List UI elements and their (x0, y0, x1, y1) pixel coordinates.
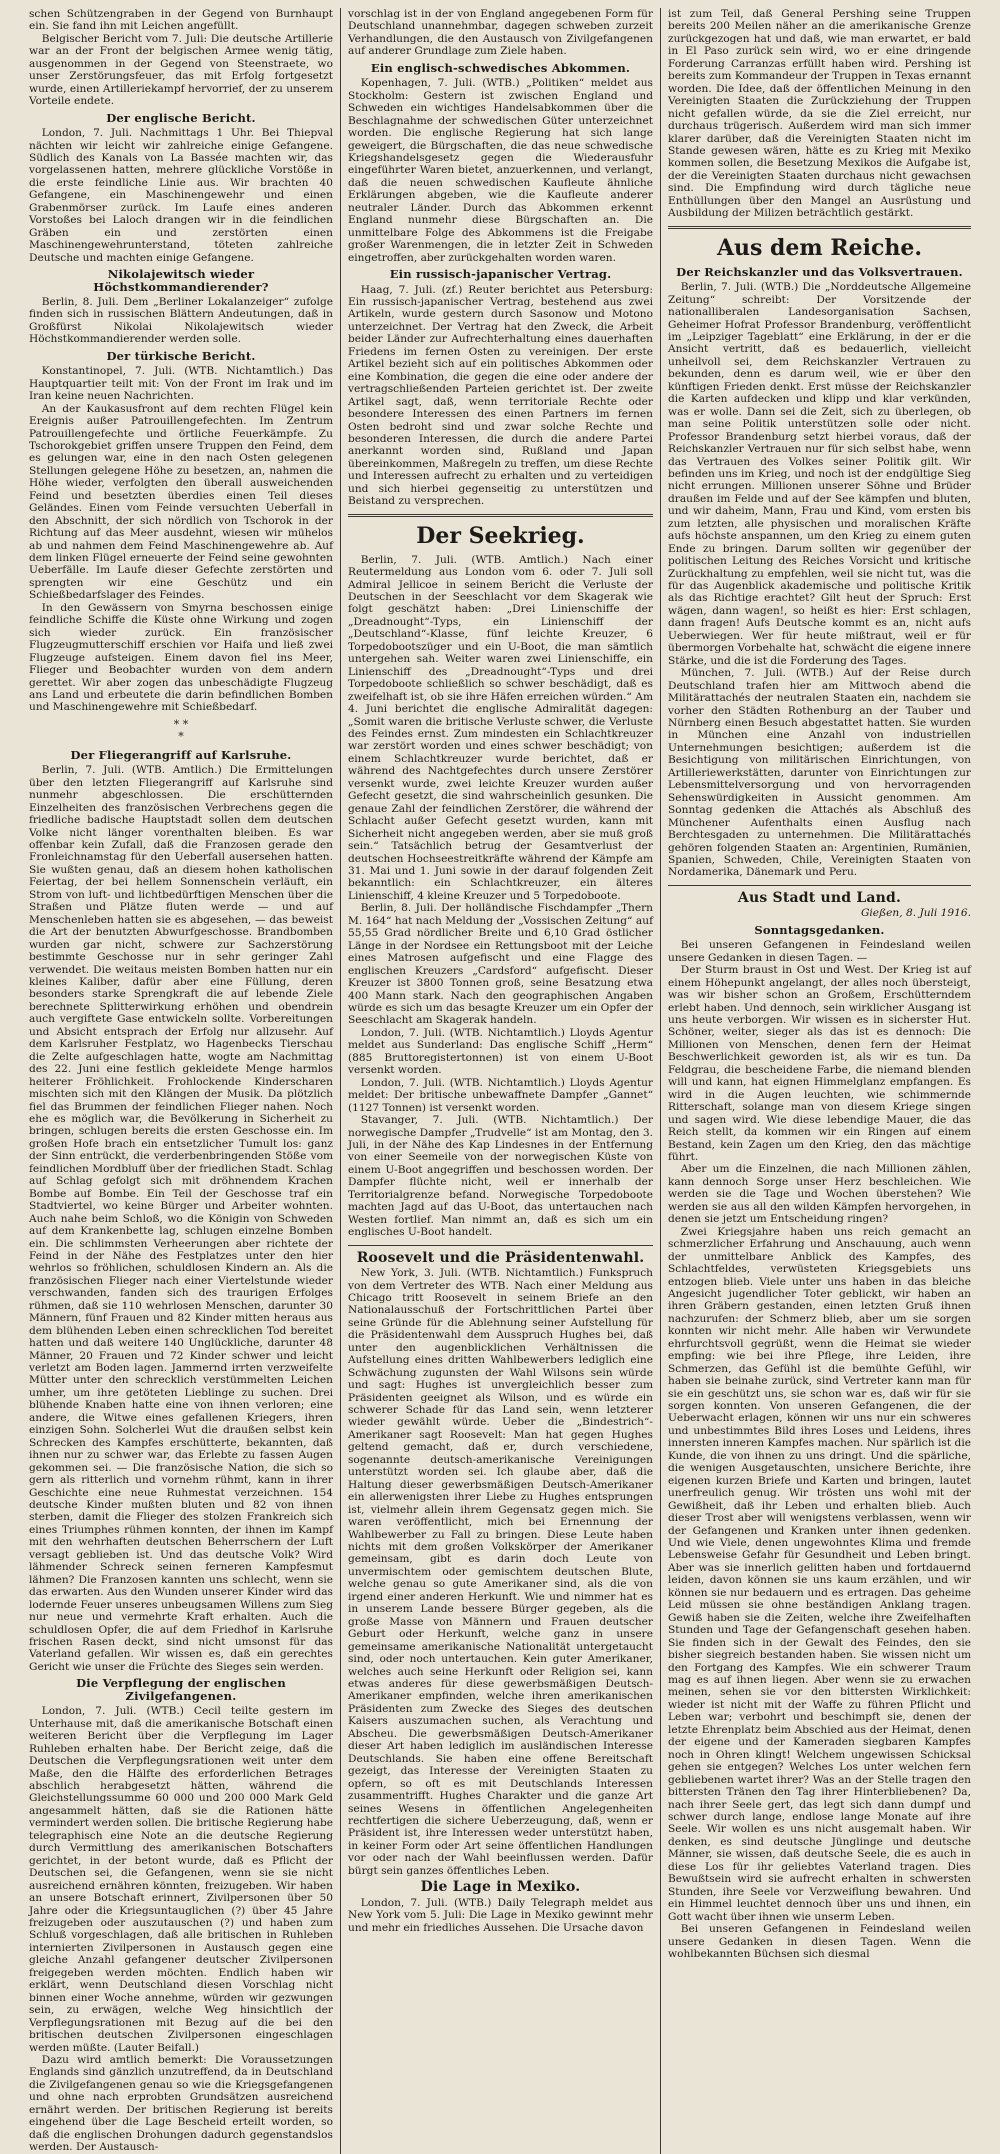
headline-naval-war: Der Seekrieg. (416, 522, 585, 549)
headline-nikolajewitsch: Nikolajewitsch wieder Höchstkommandierender? (93, 267, 269, 294)
headline-karlsruhe-air-raid: Der Fliegerangriff auf Karlsruhe. (70, 747, 292, 762)
article-paragraph: Berlin, 7. Juli. (WTB. Amtlich.) Die Ermittelungen über den letzten Fliegerangriff auf Karlsruhe sind nunmehr abgeschlossen. Die erschütternden Einzelheiten des französischen Verbrechens gegen die friedliche badische Hauptstadt sollen dem deutschen Volke nicht länger vorenthalten bleiben. Es war offenbar kein Zufall, daß die Franzosen gerade den Fronleichnamstag für den Ueberfall ausersehen hatten. Sie wußten genau, daß an diesem hohen katholischen Feiertag, der bei hellem Sonnenschein verläuft, ein Strom von luft- und lichtbedürftigen Menschen über die Straßen und Plätze fluten werde — und auf Menschenleben hatten sie es abgesehen, — das beweist die Art der benutzten Abwurfgeschosse. Brandbomben wurden gar nicht, schwere zur Sachzerstörung bestimmte Geschosse nur in sehr geringer Zahl verwendet. Die weitaus meisten Bomben hatten nur ein kleines Kaliber, dafür aber eine Füllung, deren besonders starke Sprengkraft die auf lebende Ziele berechnete Splitterwirkung erhöhen und obendrein auch vergiftete Gase entwickeln sollte. Vorbereitungen und Absicht entsprach der Erfolg nur allzusehr. Auf dem Karlsruher Festplatz, wo Hagenbecks Tierschau die Zelte aufgeschlagen hatte, wogte am Nachmittag des 22. Juni eine festlich gekleidete Menge harmlos heiterer Fröhlichkeit. Frohlockende Kinderscharen mischten sich mit den Klängen der Musik. Da plötzlich fiel das Brummen der feindlichen Flieger nahen. Noch ehe es möglich war, die Bevölkerung in Sicherheit zu bringen, schlugen bereits die ersten Geschosse ein. Im großen Hofe brach ein entsetzlicher Tumult los: ganz der Sinn entrückt, die verderbenbringenden Stöße vom feindlichen Mordbluff über der friedlichen Stadt. Schlag auf Schlag gefolgt sich mit dröhnendem Krachen Bombe auf Bombe. Ein Teil der Geschosse traf ein Stadtviertel, wo keine Bürger und Arbeiter wohnten. Auch nahe beim Schloß, wo die Königin von Schweden auf dem Krankenbette lag, schlugen einzelne Bomben ein. Die schlimmsten Verheerungen aber richtete der Feind in der Nähe des Festplatzes unter den hier wehrlos so fröhlichen, schuldlosen Kindern an. Als die französischen Flieger nach einer Viertelstunde wieder verschwanden, fanden sich des traurigen Erfolges rühmen, daß sie 110 wehrlosen Menschen, darunter 30 Männern, fünf Frauen und 82 Kinder mitten heraus aus dem blühenden Leben einen schrecklichen Tod bereitet hatten und daß weitere 140 Unglückliche, darunter 48 Männer, 20 Frauen und 72 Kinder schwer und leicht verletzt am Boden lagen. Jammernd irrten verzweifelte Mütter unter den schrecklich verstümmelten Leichen umher, um ihre getöteten Lieblinge zu suchen. Drei blühende Knaben hatte eine von ihnen verloren; eine andere, die Witwe eines gefallenen Kriegers, ihren einzigen Sohn. Solcherlei Wut die draußen selbst kein Schrecken des Kampfes erschütterte, bekannten, daß ihnen nur zu schwer war, das Erlebte zu fassen Augen gekommen sei. — Die französische Nation, die sich so gern als ritterlich und vornehm rühmt, kann in ihrer Geschichte eine neue Ruhmestat verzeichnen. 154 deutsche Kinder mußten bluten und 82 von ihnen sterben, damit die Flieger des stolzen Frankreich sich eines Triumphes rühmen konnten, der ihnen im Kampf mit den wehrhaften deutschen Beherrschern der Luft versagt geblieben ist. Und das deutsche Volk? Wird lähmender Schreck seinen ferneren Kampfesmut lähmen? Die Franzosen kannten uns schlecht, wenn sie das erwarten. Aus den Wunden unserer Kinder wird das lodernde Feuer unseres unbeugsamen Willens zum Sieg nur neue und vermehrte Kraft erhalten. Auch die schuldlosen Opfer, die auf dem Friedhof in Karlsruhe frischen Rasen deckt, sind nicht umsonst für das Vaterland gefallen. Wir wissen es, daß ein gerechtes Gericht wie unser die Früchte des Sieges sein werden. (29, 764, 333, 1673)
article-paragraph: An der Kaukasusfront auf dem rechten Flügel kein Ereignis außer Patrouillengefechten. Im Zentrum Patrouillengefechte und örtliche Feuerkämpfe. Zu Tschorokgebiet griffen unsere Truppen den Feind, dem es gelungen war, eine in den nach Osten gelegenen Stellungen gelegene Höhe zu besetzen, an, nahmen die Höhe wieder, verfolgten den überall ausweichenden Feind und besetzten überdies einen Teil dieses Geländes. Einen vom Feinde versuchten Ueberfall in den Abschnitt, der sich nördlich von Tschorok in der Richtung auf das Meer ausdehnt, wiesen wir mühelos ab und nahmen dem Feind Maschinengewehre ab. Auf dem linken Flügel erneuerte der Feind seine gewohnten Ueberfälle. Im Laufe dieser Gefechte zerstörten und sprengten wir eine Geschütz und ein Schießbedarfslager des Feindes. (29, 402, 333, 602)
headline-anglo-swedish-agreement: Ein englisch-schwedisches Abkommen. (370, 60, 631, 75)
article-paragraph: London, 7. Juli. (WTB.) Daily Telegraph meldet aus New York vom 5. Juli: Die Lage in Mexiko gewinnt mehr und mehr ein friedliches Aussehen. Die Ursache davon (348, 1896, 653, 1934)
column-right (660, 8, 978, 2154)
headline-sunday-thoughts: Sonntagsgedanken. (754, 922, 885, 937)
article-paragraph: Kopenhagen, 7. Juli. (WTB.) „Politiken“ meldet aus Stockholm: Gestern ist zwischen England und Schweden ein wichtiges Handelsabkommen über die Beschlagnahme der schwedischen Güter unterzeichnet worden. Die englische Regierung hat sich lange geweigert, die Bürgschaften, die das neue schwedische Kriegshandelsgesetz gegen die Wiederausfuhr eingeführter Waren bietet, anzuerkennen, und verlangt, daß die neuen schwedischen Kaufleute ähnliche Erklärungen abgeben, wie die Kaufleute anderer neutraler Länder. Durch das Abkommen erkennt England nunmehr diese Bürgschaften an. Die unmittelbare Folge des Abkommens ist die Freigabe großer Warenmengen, die in letzter Zeit in Schweden eingetroffen, aber zurückgehalten worden waren. (348, 77, 653, 264)
article-paragraph: Berlin, 8. Juli. Der holländische Fischdampfer „Thern M. 164“ hat nach Meldung der „Vossischen Zeitung“ auf 55,55 Grad nördlicher Breite und 6,10 Grad östlicher Länge in der Nordsee ein Rettungsboot mit der Leiche eines Matrosen aufgefischt und eine Flagge des englischen Kreuzers „Cardsford“ aufgefischt. Dieser Kreuzer ist 3800 Tonnen groß, seine Besatzung etwa 400 Mann stark. Nach den geographischen Angaben würde es sich um das besagte Kreuzer um ein Opfer der Seeschlacht am Skagerak handeln. (348, 902, 653, 1027)
section-divider (348, 1245, 653, 1246)
article-paragraph: Zwei Kriegsjahre haben uns reich gemacht an schmerzlicher Erfahrung und Anschauung, auch wenn der unmittelbare Anblick des Kampfes, des Schlachtfeldes, verwüsteten Kriegsgebiets uns entzogen blieb. Viele unter uns haben in das bleiche Angesicht jugendlicher Toter geblickt, wir haben an ihren Gräbern gestanden, einen letzten Gruß ihnen nachzurufen: der Schmerz blieb, aber um sie sorgen konnten wir nicht mehr. Alle haben wir Verwundete ehrfurchtsvoll gegrüßt, wenn die Heimat sie wieder empfing: wie bei ihre Pflege, ihre Leiden, ihre Schmerzen, das Gefühl ist die bemühte Gefühl, wir haben sie beinahe zurück, sind Vertreter kann man für sie ein geschützt uns, sie schon war es, daß wir für sie sorgen konnten. Von unseren Gefangenen, die der Ueberwacht erlagen, können wir uns nur ein schweres und unbestimmtes Bild ihres Loses und Leidens, ihres innersten inneren Kampfes machen. Nur spärlich ist die Kunde, die von ihnen zu uns dringt. Und die spärliche, die wenigen Ausgetauschten, unsichere Berichte, ihre eigenen kurzen Briefe und Karten und bringen, lautet unerfreulich genug. Wir trösten uns wohl mit der Gewißheit, daß ihr Leben und erhalten blieb. Auch dieser Trost aber will wenigstens verblassen, wenn wir der Gefangenen und Kranken unter ihnen gedenken. Und wie Viele, denen ungewohntes Klima und fremde Lebensweise Gefahr für Gesundheit und Leben bringt. Aber was sie innerlich gelitten haben und fortdauernd leiden, davon können sie uns kaum erzählen, und wir können sie nur bedauern und es ertragen. Das geheime Leid müssen sie ohne beständigen Anklang tragen. Gewiß haben sie die Zeiten, welche ihre Zweifelhaften Stunden und Tage der Gefangenschaft gesehen haben. Sie finden sich in der Gewalt des Feindes, den sie bisher siegreich bestanden haben. Sie wissen nicht um den Fortgang des Kampfes. Wie ein schwerer Traum mag es auf ihnen liegen. Aber wenn sie zu erwachen meinen, sehen sie vor den bittersten Wirklichkeit: wieder ist nicht mit der Waffe zu führen Pflicht und Leben war; verbohrt und beschimpft sie, denen der letzte Ehrenplatz beim Abschied aus der Heimat, denen der eigene und der Kameraden siegbaren Kampfes noch in Ohren klingt! Welchem ungewissen Schicksal gehen sie entgegen? Welches Los unter welchen fern gebliebenen wartet ihrer? Was an der Stelle tragen den bittersten Tränen den Tag ihrer Hinterbliebenen? Da, nach ihrer Seele gert, das legt sich dann dumpf und schwer durch lange, endlose lange Monate auf ihre Seele. Wir wollen es uns nicht ausgemalt haben. Wir denken, es sind deutsche Jünglinge und deutsche Männer, sie wissen, daß deutsche Seele, die es auch in diese Los für ihr geliebtes Vaterland tragen. Dies Bewußtsein wird sie aufrecht erhalten in schwersten Stunden, ihre Seele vor Verzweiflung bewahren. Und ein Himmel leuchtet dennoch über uns und ihnen, ein Gott wacht über ihnen wie unserm Leben. (668, 1225, 971, 1923)
headline-russo-japanese-treaty: Ein russisch-japanischer Vertrag. (389, 267, 612, 282)
article-paragraph: London, 7. Juli. (WTB. Nichtamtlich.) Lloyds Agentur meldet: Der britische unbewaffnete Dampfer „Gannet“ (1127 Tonnen) ist versenkt worden. (348, 1076, 653, 1114)
headline-chancellor-trust: Der Reichskanzler und das Volksvertrauen. (676, 264, 963, 279)
asterism-divider: * * * (173, 717, 189, 744)
dateline: Gießen, 8. Juli 1916. (860, 907, 971, 920)
article-paragraph: ist zum Teil, daß General Pershing seine Truppen bereits 200 Meilen näher an die amerikanische Grenze zurückgezogen hat und daß, wie man erwartet, er bald in El Paso zurück sein wird, wo er eine dringende Forderung Carranzas erfüllt haben wird. Pershing ist bereits zum Kommandeur der Truppen in Texas ernannt worden. Die Idee, daß der öffentlichen Meinung in den Vereinigten Staaten die Zurückziehung der Truppen nicht gefallen würde, da sie die Ziel erreicht, nur durchaus trügerisch. Außerdem wird man sich immer klarer darüber, daß die Vereinigten Staaten nicht im Stande gewesen wären, hätte es zu Krieg mit Mexiko kommen sollen, die Besetzung Mexikos die Aufgabe ist, der die Vereinigten Staaten durchaus nicht gewachsen sind. Die Empfindung wird durch tägliche neue Enthüllungen über den Mangel an Ausrüstung und Ausbildung der Milizen beträchtlich gestärkt. (668, 8, 971, 220)
article-paragraph: London, 7. Juli. (WTB. Nichtamtlich.) Lloyds Agentur meldet aus Sunderland: Das englische Schiff „Herm“ (885 Bruttoregistertonnen) ist von einem U-Boot versenkt worden. (348, 1026, 653, 1077)
article-paragraph: Belgischer Bericht vom 7. Juli: Die deutsche Artillerie war an der Front der belgischen Armee wenig tätig, ausgenommen in der Gegend von Steenstraete, wo unser Zerstörungsfeuer, das mit Erfolg fortgesetzt wurde, einen Artilleriekampf hervorrief, der zu unserem Vorteile endete. (29, 32, 333, 108)
article-paragraph: schen Schützengraben in der Gegend von Burnhaupt ein. Sie fand ihn mit Leichen angefüllt. (29, 8, 333, 33)
article-paragraph: München, 7. Juli. (WTB.) Auf der Reise durch Deutschland trafen hier am Mittwoch abend die Militärattachés der neutralen Staaten ein, nachdem sie vorher den Städten Rothenburg an der Tauber und Nürnberg einen Besuch abgestattet hatten. Sie wurden in München eine Anzahl von industriellen Unternehmungen besichtigen; außerdem ist die Besichtigung von militärischen Einrichtungen, von Artilleriewerkstätten, darunter von Einrichtungen zur Lebensmittelversorgung und von hervorragenden Sehenswürdigkeiten in Aussicht genommen. Am Sonntag gedenken die Attachés als Abschluß des Münchener Aufenthalts einen Ausflug nach Berchtesgaden zu unternehmen. Die Militärattachés gehören folgenden Staaten an: Argentinien, Rumänien, Spanien, Schweden, Chile, Vereinigten Staaten von Nordamerika, Dänemark und Peru. (668, 667, 971, 879)
article-paragraph: Der Sturm braust in Ost und West. Der Krieg ist auf einem Höhepunkt angelangt, der alles noch übersteigt, was wir bisher schon an Großem, Erschütterndem erlebt haben. Und dennoch, sein wirklicher Ausgang ist uns heute verborgen. Wir wissen es in sicherster Hut. Schöner, weiter, sieger als das ist es dennoch: Die Millionen von Menschen, denen fern der Heimat Beschwerlichkeit geworden ist, als wir es tun. Da Feldgrau, die bescheidene Farbe, die niemand blenden will und kann, hat eignen Himmelglanz empfangen. Es wird in die Augen leuchten, wie schimmernde Ritterschaft, solange man von diesem Kriege singen und sagen wird. Wie diese lebendige Mauer, die das Reich stellt, da kommen wir ein Ringen auf einem Bestand, kein Zagen um den Krieg, den das mächtige führt. (668, 964, 971, 1163)
article-paragraph: London, 7. Juli. (WTB.) Cecil teilte gestern im Unterhause mit, daß die amerikanische Botschaft einen weiteren Bericht über die Verpflegung im Lager Ruhleben erhalten habe. Der Bericht zeige, daß die Deutschen die Verpflegungsrationen weit unter dem Maße, den die Hälfte des erforderlichen Betrages abschlich herabgesetzt hätten, während die Gleichstellungssumme 60 000 und 200 000 Mark Geld angesammelt hätten, daß sie die Rationen hätte vermindert werden sollen. Die britische Regierung habe telegraphisch eine Note an die deutsche Regierung durch Vermittlung des amerikanischen Botschafters gerichtet, in der betont wurde, daß es Pflicht der Deutschen sei, die Gefangenen, wenn sie sie nicht ausreichend ernähren könnten, freizugeben. Wir haben an unsere Botschaft erinnert, Zivilpersonen über 50 Jahre oder die Kriegsuntauglichen (?) über 45 Jahre freizugeben oder auszutauschen (?) und haben zum Schluß vorgeschlagen, daß alle britischen in Ruhleben internierten Zivilpersonen in Austausch gegen eine gleiche Anzahl gefangener deutscher Zivilpersonen freigegeben werden möchten. Endlich haben wir erklärt, wenn Deutschland diesen Vorschlag nicht binnen einer Woche annehme, würden wir gezwungen sein, zu erwägen, welche Weg hinsichtlich der Verpflegungsrationen mit Bezug auf die bei den britischen deutschen Zivilpersonen eingeschlagen werden müßte. (Lauter Beifall.) (29, 1705, 333, 2054)
headline-turkish-report: Der türkische Bericht. (106, 348, 256, 363)
column-left (22, 8, 340, 2154)
article-paragraph: Bei unseren Gefangenen in Feindesland weilen unsere Gedanken in diesen Tagen. Wenn die wohlbekannten Büchsen sich diesmal (668, 1923, 971, 1960)
article-paragraph: Berlin, 7. Juli. (WTB. Amtlich.) Nach einer Reutermeldung aus London vom 6. oder 7. Juli soll Admiral Jellicoe in seinem Bericht die Verluste der Deutschen in der Seeschlacht vor dem Skagerak wie folgt geschätzt haben: „Drei Linienschiffe der „Dreadnought“-Typs, ein Linienschiff der „Deutschland“-Klasse, fünf leichte Kreuzer, 6 Torpedobootszüger und ein U-Boot, die man sämtlich untergehen sah. Weiter waren zwei Linienschiffe, ein Linienschiff des „Dreadnought“-Typs und drei Torpedoboote schließlich so schwer beschädigt, daß es zweifelhaft ist, ob sie ihre Häfen erreichen würden.“ Am 4. Juni berichtet die englische Admiralität dagegen: „Somit waren die britische Verluste schwer, die Verluste des Feindes ernst. Zum mindesten ein Schlachtkreuzer war zerstört worden und eines schwer beschädigt; von einem Schlachtkreuzer wurde berichtet, daß er während des Nachtgefechtes durch unsere Zerstörer versenkt wurde, zwei leichte Kreuzer wurden außer Gefecht gesetzt, die sind wahrscheinlich gesunken. Die genaue Zahl der feindlichen Zerstörer, die während der Schlacht außer Gefecht gesetzt wurden, kann mit Sicherheit nicht angegeben werden, aber sie muß groß sein.“ Tatsächlich betrug der Gesamtverlust der deutschen Hochseestreitkräfte während der Kämpfe am 31. Mai und 1. Juni sowie in der darauf folgenden Zeit bekanntlich: ein Schlachtkreuzer, ein älteres Linienschiff, 4 kleine Kreuzer und 5 Torpedoboote. (348, 553, 653, 902)
section-divider (668, 885, 971, 886)
column-middle (340, 8, 660, 2154)
section-divider (348, 514, 653, 517)
headline-prisoner-rations: Die Verpflegung der englischen Zivilgefangenen. (76, 1676, 286, 1703)
article-paragraph: Berlin, 7. Juli. (WTB.) Die „Norddeutsche Allgemeine Zeitung“ schreibt: Der Vorsitzende der nationalliberalen Landesorganisation Sachsen, Geheimer Hofrat Professor Brandenburg, veröffentlicht im „Leipziger Tageblatt“ eine Erklärung, in der er die Ansicht vertritt, daß es bedauerlich, vielleicht unheilvoll sei, dem Reichskanzler Vertrauen zu bekunden, denn es darum weil, wie er über den künftigen Frieden denkt. Erst müsse der Reichskanzler die Karten aufdecken und klipp und klar verkünden, was er wolle. Dann sei die Zeit, sich zu überlegen, ob man seine Politik unterstützen solle oder nicht. Professor Brandenburg setzt hierbei voraus, daß der Reichskanzler Vertrauen nur für sich selbst habe, wenn das Vertrauen des Volkes seiner Politik gilt. Wir befinden uns im Krieg, und noch ist der endgültige Sieg nicht errungen. Millionen unserer Söhne und Brüder draußen im Felde und auf der See kämpfen und bluten, und wir daheim, Mann, Frau und Kind, vom ersten bis zum letzten, alle physischen und moralischen Kräfte aufs höchste anspannen, um den Krieg zu einem guten Ende zu bringen. Darum sollten wir gegenüber der politischen Leitung des Reiches Vorsicht und kritische Zurückhaltung zu empfehlen, weil sie nicht tut, was die für das Augenblick akademische und politische Kritik als das Richtige erachtet? Gilt heut der Spruch: Erst wägen, dann wagen!, so heißt es hier: Erst schlagen, dann fragen! Aufs Deutsche kommt es an, nicht aufs Ueberwiegen. Wer für heute mißtraut, weil er für übermorgen Vorbehalte hat, schwächt die eigene innere Stärke, und die ist die Forderung des Tages. (668, 281, 971, 667)
section-divider (668, 226, 971, 229)
article-paragraph: Stavanger, 7. Juli. (WTB. Nichtamtlich.) Der norwegische Dampfer „Trudvelle“ ist am Montag, den 3. Juli, in der Nähe des Kap Lindesnes in der Entfernung von einer Seemeile von der norwegischen Küste von einem U-Boot angegriffen und beschossen worden. Der Dampfer flüchte nicht, weil er innerhalb der Territorialgrenze befand. Norwegische Torpedoboote machten Jagd auf das U-Boot, das untertauchen nach Westen fortlief. Man nimmt an, daß es sich um ein englisches U-Boot handelt. (348, 1114, 653, 1239)
headline-mexico-situation: Die Lage in Mexiko. (420, 1879, 581, 1896)
headline-english-report: Der englische Bericht. (106, 110, 256, 125)
article-paragraph: Konstantinopel, 7. Juli. (WTB. Nichtamtlich.) Das Hauptquartier teilt mit: Von der Front im Irak und im Iran keine neuen Nachrichten. (29, 365, 333, 403)
article-paragraph: In den Gewässern von Smyrna beschossen einige feindliche Schiffe die Küste ohne Wirkung und zogen sich wieder zurück. Ein französischer Flugzeugmutterschiff erschien vor Haifa und ließ zwei Flugzeuge aufsteigen. Einem davon fiel ins Meer, Flieger und Beobachter wurden von dem andern gerettet. Wir aber zogen das unbeschädigte Flugzeug ans Land und erbeutete die darin befindlichen Bomben und Maschinengewehre mit Schießbedarf. (29, 601, 333, 714)
article-paragraph: Aber um die Einzelnen, die nach Millionen zählen, kann dennoch Sorge unser Herz beschleichen. Wie werden sie die Tage und Wochen überstehen? Wie werden sie aus all den wilden Kämpfen hervorgehen, in denen sie jetzt um Entscheidung ringen? (668, 1163, 971, 1226)
article-paragraph: Berlin, 8. Juli. Dem „Berliner Lokalanzeiger“ zufolge finden sich in russischen Blättern Andeutungen, daß in Großfürst Nikolai Nikolajewitsch wieder Höchstkommandierender werden solle. (29, 295, 333, 346)
article-paragraph: London, 7. Juli. Nachmittags 1 Uhr. Bei Thiepval nächten wir leicht wir zahlreiche einige Gefangene. Südlich des Kanals von La Bassée machten wir, das vorgelassenen hatten, mehrere glückliche Vorstöße in die erste feindliche Linie aus. Wir brachten 40 Gefangene, ein Maschinengewehr und einen Grabenmörser zurück. Im Laufe eines anderen Vorstoßes bei Laloch drangen wir in die feindlichen Gräben ein und zerstörten einen Maschinengewehrunterstand, töteten zahlreiche Deutsche und machten einige Gefangene. (29, 127, 333, 264)
article-paragraph: Bei unseren Gefangenen in Feindesland weilen unsere Gedanken in diesen Tagen. — (668, 939, 971, 964)
headline-city-and-country: Aus Stadt und Land. (737, 889, 902, 906)
article-paragraph: Haag, 7. Juli. (zf.) Reuter berichtet aus Petersburg: Ein russisch-japanischer Vertrag, bestehend aus zwei Artikeln, wurde gestern durch Sasonow und Motono unterzeichnet. Der Vertrag hat den Zweck, die Arbeit beider Länder zur Aufrechterhaltung eines dauerhaften Friedens im fernen Osten zu vereinigen. Der erste Artikel bezieht sich auf ein politisches Abkommen oder eine Kombination, die gegen die eine oder andere der vertragschließenden Parteien gerichtet ist. Der zweite Artikel sagt, daß, wenn territoriale Rechte oder besondere Interessen des einen Partners im fernen Osten bedroht sind und zwar solche Rechte und besonderen Interessen, die durch die andere Partei anerkannt worden sind, Rußland und Japan übereinkommen, Maßregeln zu treffen, um diese Rechte und Interessen aufrecht zu erhalten und zu verteidigen und sich hierbei gegenseitig zu unterstützen und Beistand zu versprechen. (348, 283, 653, 508)
article-paragraph: vorschlag ist in der von England angegebenen Form für Deutschland unannehmbar, dagegen schweben zurzeit Verhandlungen, die den Austausch von Zivilgefangenen auf anderer Grundlage zum Ziele haben. (348, 8, 653, 58)
article-paragraph: Dazu wird amtlich bemerkt: Die Voraussetzungen Englands sind gänzlich unzutreffend, da in Deutschland die Zivilgefangenen genau so wie die Kriegsgefangenen und ohne nach erprobten Grundsätzen ausreichend ernährt werden. Der britischen Regierung ist bereits eingehend über die Lage Bescheid erteilt worden, so daß die englischen Drohungen dadurch gegenstandslos werden. Der Austausch- (29, 2053, 333, 2154)
article-paragraph: New York, 3. Juli. (WTB. Nichtamtlich.) Funkspruch von dem Vertreter des WTB. Nach einer Meldung aus Chicago tritt Roosevelt in seinem Briefe an den Nationalausschuß der Fortschrittlichen Partei über seine Gründe für die Ablehnung seiner Aufstellung für die Präsidentenwahl dem Ausspruch Hughes bei, daß unter den augenblicklichen Verhältnissen die Aufstellung eines dritten Wahlbewerbers lediglich eine Schwächung zugunsten der Wahl Wilsons sein würde und sagt: Hughes ist unvergleichlich besser zum Präsidenten geeignet als Wilson, und es würde ein schwerer Schade für das Land sein, wenn letzterer wieder gewählt würde. Ueber die „Bindestrich“-Amerikaner sagt Roosevelt: Man hat gegen Hughes geltend gemacht, daß er, durch verschiedene, sogenannte deutsch-amerikanische Vereinigungen unterstützt worden sei. Ich glaube aber, daß die Haltung dieser gewerbsmäßigen Deutsch-Amerikaner ein allerwenigsten ihrer Liebe zu Hughes entsprungen ist, vielmehr allein ihrem Gegensatz gegen mich. Sie waren veröffentlicht, mich bei Ernennung der Wahlbewerber zu Fall zu bringen. Diese Leute haben nichts mit dem großen Volkskörper der Amerikaner gemeinsam, gibt es darin doch Leute von unvermischtem oder gemischtem deutschen Blute, welche genau so gute Amerikaner sind, als die von irgend einer anderen Herkunft. Wie und nimmer hat es in unserem Lande bessere Bürger gegeben, als die große Masse von Männern und Frauen deutscher Geburt oder Herkunft, welche ganz in unsere gemeinsame amerikanische Nationalität untergetaucht sind, oder noch untertauchen. Kein guter Amerikaner, welches auch seine Herkunft oder Religion sei, kann etwas anderes für diese gewerbsmäßigen Deutsch-Amerikaner empfinden, welche ihren amerikanischen Präsidenten zum Zwecke des Sieges des deutschen Kaisers auszumachen suchen, als Verachtung und Abscheu. Die gewerbsmäßigen Deutsch-Amerikaner dieser Art haben lediglich im ausländischen Interesse Deutschlands. Sie haben eine offene Bereitschaft gezeigt, das Interesse der Vereinigten Staaten zu opfern, so oft es mit Deutschlands Interessen zusammentrifft. Hughes Charakter und die ganze Art seines Wesens in öffentlichen Angelegenheiten rechtfertigen die sichere Ueberzeugung, daß, wenn er Präsident ist, ihre Interessen weder unterstützt haben, in keiner Form oder Art seine öffentlichen Handlungen vor oder nach der Wahl beeinflussen werden. Dafür bürgt sein ganzes öffentliches Leben. (348, 1267, 653, 1877)
headline-from-the-reich: Aus dem Reiche. (716, 234, 923, 261)
headline-roosevelt-election: Roosevelt und die Präsidentenwahl. (356, 1249, 645, 1266)
